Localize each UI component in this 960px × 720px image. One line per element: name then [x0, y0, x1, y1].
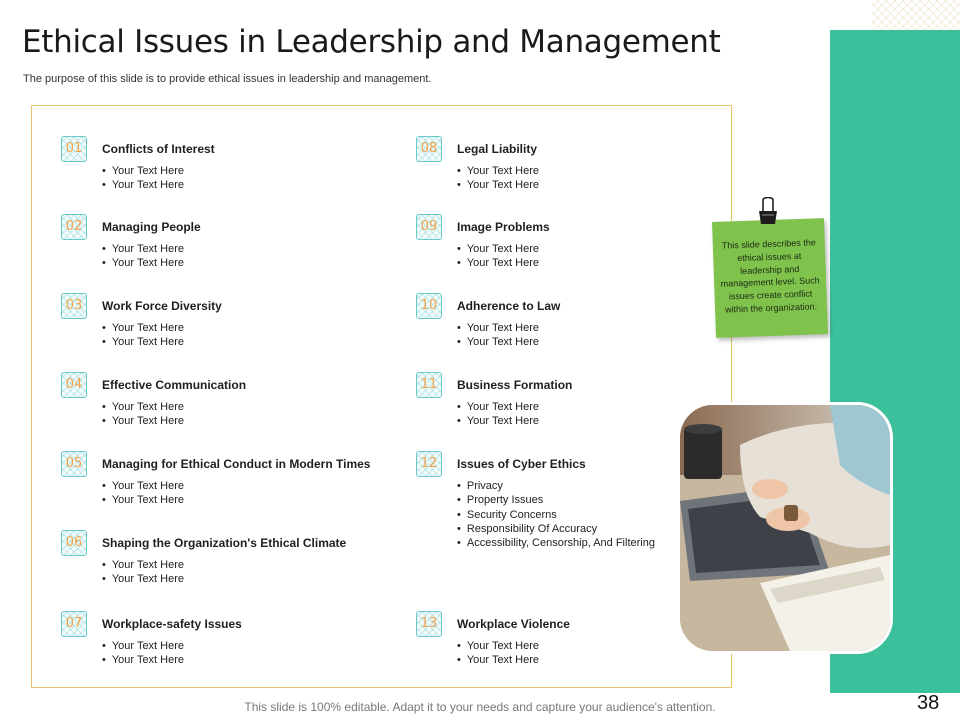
- issue-bullet: • Your Text Here: [102, 400, 184, 414]
- issue-bullet: • Your Text Here: [102, 414, 184, 428]
- photo-illustration: [680, 405, 890, 651]
- issue-title: Issues of Cyber Ethics: [457, 457, 586, 471]
- issue-title: Adherence to Law: [457, 299, 561, 313]
- issue-number-badge: 11: [416, 372, 442, 398]
- issue-bullet: • Your Text Here: [457, 178, 539, 192]
- issue-bullet: • Your Text Here: [102, 335, 184, 349]
- page-subtitle: The purpose of this slide is to provide ethical issues in leadership and management.: [23, 73, 432, 85]
- issue-bullet: • Your Text Here: [457, 639, 539, 653]
- issue-bullet-list: [102, 164, 184, 193]
- issue-bullet-list: [457, 242, 539, 271]
- issue-bullet-list: [102, 558, 184, 587]
- issue-bullet-list: [102, 479, 184, 508]
- issue-bullet: • Property Issues: [457, 493, 655, 507]
- issue-bullet: • Your Text Here: [457, 256, 539, 270]
- issues-frame: [31, 105, 732, 688]
- sticky-note: [712, 218, 828, 338]
- issue-title: Image Problems: [457, 220, 550, 234]
- issue-title: Managing People: [102, 220, 201, 234]
- issue-bullet: • Your Text Here: [457, 414, 539, 428]
- issue-bullet: • Your Text Here: [102, 479, 184, 493]
- issue-bullet-list: [457, 321, 539, 350]
- issue-number-badge: 12: [416, 451, 442, 477]
- issue-bullet: • Your Text Here: [457, 400, 539, 414]
- issue-bullet: • Your Text Here: [457, 164, 539, 178]
- page-title: Ethical Issues in Leadership and Management: [22, 24, 721, 60]
- issue-bullet-list: [102, 242, 184, 271]
- issue-bullet: • Accessibility, Censorship, And Filtering: [457, 536, 655, 550]
- issue-bullet: • Your Text Here: [457, 335, 539, 349]
- issue-bullet-list: [102, 400, 184, 429]
- issue-bullet: • Your Text Here: [102, 639, 184, 653]
- laptop-typing-photo: [677, 402, 893, 654]
- issue-title: Effective Communication: [102, 378, 247, 392]
- issue-bullet-list: [457, 400, 539, 429]
- issue-bullet: • Security Concerns: [457, 508, 655, 522]
- issue-bullet: • Your Text Here: [102, 242, 184, 256]
- issue-bullet: • Your Text Here: [102, 321, 184, 335]
- issue-number-badge: 02: [61, 214, 87, 240]
- issue-title: Conflicts of Interest: [102, 142, 215, 156]
- issue-number-badge: 09: [416, 214, 442, 240]
- issue-title: Workplace Violence: [457, 617, 570, 631]
- issue-number-badge: 06: [61, 530, 87, 556]
- issue-number-badge: 08: [416, 136, 442, 162]
- issue-title: Work Force Diversity: [102, 299, 222, 313]
- issue-bullet-list: [102, 321, 184, 350]
- issue-bullet: • Your Text Here: [457, 242, 539, 256]
- issue-number-badge: 01: [61, 136, 87, 162]
- issue-title: Legal Liability: [457, 142, 538, 156]
- issue-number-badge: 04: [61, 372, 87, 398]
- issue-bullet-list: [102, 639, 184, 668]
- footer-note: This slide is 100% editable. Adapt it to your needs and capture your audience's attention.: [244, 700, 716, 714]
- issue-bullet: • Your Text Here: [457, 653, 539, 667]
- issue-title: Workplace-safety Issues: [102, 617, 242, 631]
- issue-title: Business Formation: [457, 378, 573, 392]
- issue-bullet: • Privacy: [457, 479, 655, 493]
- issue-number-badge: 10: [416, 293, 442, 319]
- issue-number-badge: 07: [61, 611, 87, 637]
- page-number: 38: [917, 692, 940, 714]
- issue-bullet: • Your Text Here: [102, 558, 184, 572]
- issue-bullet: • Your Text Here: [102, 178, 184, 192]
- issue-bullet: • Your Text Here: [102, 572, 184, 586]
- issue-number-badge: 13: [416, 611, 442, 637]
- sticky-note-text: This slide describes the ethical issues at leadership and management level. Such issues create conflict within the organization.: [720, 237, 820, 315]
- issue-bullet: • Your Text Here: [102, 653, 184, 667]
- issue-number-badge: 05: [61, 451, 87, 477]
- issue-bullet: • Your Text Here: [102, 164, 184, 178]
- issue-title: Shaping the Organization's Ethical Climate: [102, 536, 347, 550]
- binder-clip-icon: [756, 197, 780, 231]
- issue-bullet: • Your Text Here: [457, 321, 539, 335]
- issue-bullet: • Your Text Here: [102, 493, 184, 507]
- issue-bullet: • Responsibility Of Accuracy: [457, 522, 655, 536]
- issue-title: Managing for Ethical Conduct in Modern Times: [102, 457, 371, 471]
- issue-bullet-list: [457, 639, 539, 668]
- issue-bullet-list: [457, 164, 539, 193]
- issue-bullet: • Your Text Here: [102, 256, 184, 270]
- issue-bullet-list: [457, 479, 655, 550]
- issue-number-badge: 03: [61, 293, 87, 319]
